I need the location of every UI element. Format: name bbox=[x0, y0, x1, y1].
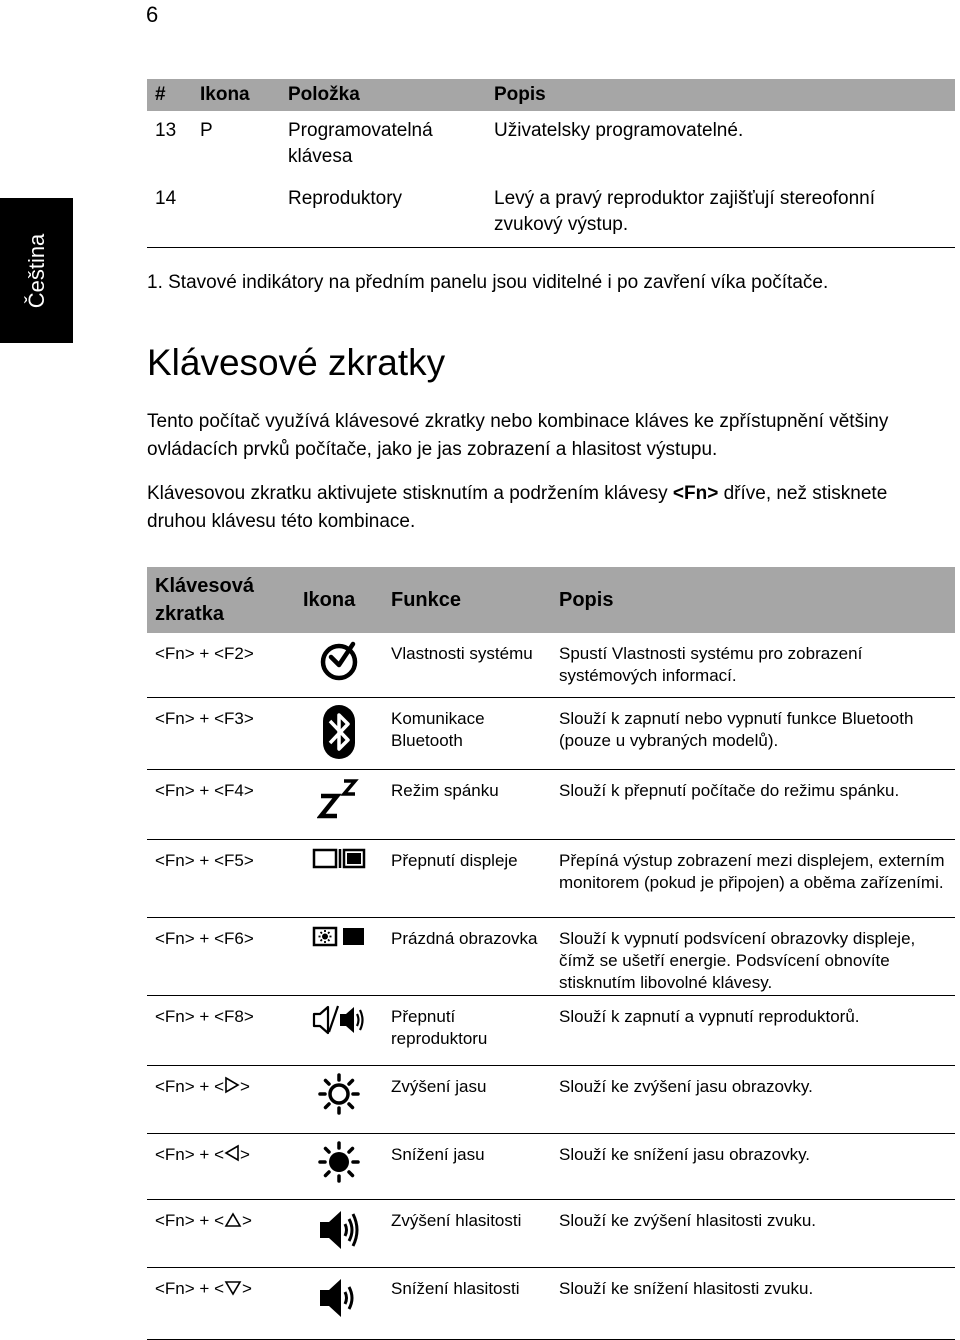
table-row bbox=[147, 1133, 955, 1199]
table-row bbox=[147, 1199, 955, 1267]
hotkey-prefix: <Fn> + < bbox=[155, 1144, 224, 1164]
hotkey bbox=[147, 1065, 295, 1133]
table-row bbox=[147, 839, 955, 917]
header-hotkey: Klávesová zkratka bbox=[147, 567, 295, 633]
description: Slouží ke snížení jasu obrazovky. bbox=[551, 1133, 955, 1199]
table-row bbox=[147, 111, 955, 179]
volume-down-icon bbox=[317, 1274, 361, 1322]
hotkey-suffix: > bbox=[242, 1210, 252, 1230]
function: Prázdná obrazovka bbox=[383, 917, 551, 995]
function: Přepnutí displeje bbox=[383, 839, 551, 917]
screen-blank-icon bbox=[312, 924, 366, 950]
row-description: Levý a pravý reproduktor zajišťují stereofonní zvukový výstup. bbox=[486, 179, 955, 248]
section-heading: Klávesové zkratky bbox=[147, 342, 446, 383]
table-row bbox=[147, 769, 955, 839]
left-triangle-icon bbox=[224, 1144, 240, 1162]
system-properties-icon bbox=[317, 639, 361, 683]
hotkey: <Fn> + <F3> bbox=[147, 697, 295, 769]
volume-up-icon bbox=[317, 1206, 361, 1254]
bluetooth-icon bbox=[321, 704, 357, 760]
table-row bbox=[147, 697, 955, 769]
hotkey-suffix: > bbox=[240, 1144, 250, 1164]
function: Režim spánku bbox=[383, 769, 551, 839]
header-item: Položka bbox=[280, 79, 486, 111]
brightness-up-icon bbox=[317, 1072, 361, 1116]
page-number: 6 bbox=[146, 2, 159, 27]
brightness-down-icon bbox=[317, 1140, 361, 1184]
right-triangle-icon bbox=[224, 1076, 240, 1094]
row-number: 14 bbox=[147, 179, 192, 248]
row-icon bbox=[192, 179, 280, 248]
sleep-icon bbox=[317, 776, 361, 820]
hotkey bbox=[147, 1199, 295, 1267]
function: Snížení hlasitosti bbox=[383, 1267, 551, 1339]
table-row bbox=[147, 917, 955, 995]
hotkey-suffix: > bbox=[240, 1076, 250, 1096]
hotkey-prefix: <Fn> + < bbox=[155, 1076, 224, 1096]
header-description: Popis bbox=[551, 567, 955, 633]
table-row bbox=[147, 179, 955, 248]
table-row bbox=[147, 633, 955, 697]
components-table bbox=[147, 79, 955, 248]
hotkey bbox=[147, 1267, 295, 1339]
function: Komunikace Bluetooth bbox=[383, 697, 551, 769]
footnote: 1. Stavové indikátory na předním panelu jsou viditelné i po zavření víka počítače. bbox=[147, 272, 829, 293]
hotkey: <Fn> + <F6> bbox=[147, 917, 295, 995]
down-triangle-icon bbox=[224, 1280, 242, 1296]
description: Slouží k zapnutí nebo vypnutí funkce Bluetooth (pouze u vybraných modelů). bbox=[551, 697, 955, 769]
table-row bbox=[147, 1065, 955, 1133]
header-icon: Ikona bbox=[192, 79, 280, 111]
row-item: Programovatelná klávesa bbox=[288, 120, 433, 167]
language-side-tab bbox=[0, 198, 73, 343]
description: Přepíná výstup zobrazení mezi displejem, externím monitorem (pokud je připojen) a oběma zařízeními. bbox=[551, 839, 955, 917]
hotkey-prefix: <Fn> + < bbox=[155, 1278, 224, 1298]
description: Slouží ke snížení hlasitosti zvuku. bbox=[551, 1267, 955, 1339]
description: Slouží ke zvýšení hlasitosti zvuku. bbox=[551, 1199, 955, 1267]
header-function: Funkce bbox=[383, 567, 551, 633]
function: Zvýšení hlasitosti bbox=[383, 1199, 551, 1267]
header-description: Popis bbox=[486, 79, 955, 111]
hotkey-prefix: <Fn> + < bbox=[155, 1210, 224, 1230]
row-item: Reproduktory bbox=[280, 179, 486, 248]
description: Slouží k přepnutí počítače do režimu spánku. bbox=[551, 769, 955, 839]
up-triangle-icon bbox=[224, 1212, 242, 1228]
hotkey-suffix: > bbox=[242, 1278, 252, 1298]
hotkey: <Fn> + <F5> bbox=[147, 839, 295, 917]
function: Zvýšení jasu bbox=[383, 1065, 551, 1133]
hotkey: <Fn> + <F8> bbox=[147, 995, 295, 1065]
fn-key-label: <Fn> bbox=[672, 483, 719, 504]
description: Spustí Vlastnosti systému pro zobrazení systémových informací. bbox=[559, 644, 863, 685]
row-description: Uživatelsky programovatelné. bbox=[494, 120, 744, 141]
description: Slouží k zapnutí a vypnutí reproduktorů. bbox=[551, 995, 955, 1065]
hotkey bbox=[147, 1133, 295, 1199]
row-number: 13 bbox=[155, 120, 177, 141]
display-toggle-icon bbox=[312, 846, 366, 872]
row-icon: P bbox=[200, 120, 213, 141]
table-row bbox=[147, 1267, 955, 1339]
function: Přepnutí reproduktoru bbox=[383, 995, 551, 1065]
hotkeys-table bbox=[147, 567, 955, 1340]
function: Vlastnosti systému bbox=[391, 644, 533, 663]
instruction-text-after: dříve, než stisknete druhou klávesu této kombinace. bbox=[147, 483, 888, 532]
instruction-text-before: Klávesovou zkratku aktivujete stisknutím a podržením klávesy bbox=[147, 483, 673, 504]
function: Snížení jasu bbox=[383, 1133, 551, 1199]
side-tab-label: Čeština bbox=[23, 233, 49, 308]
table-header-row bbox=[147, 567, 955, 633]
description: Slouží k vypnutí podsvícení obrazovky displeje, čímž se ušetří energie. Podsvícení obnovíte stisknutím libovolné klávesy. bbox=[551, 917, 955, 995]
intro-paragraph: Tento počítač využívá klávesové zkratky nebo kombinace kláves ke zpřístupnění většiny ovládacích prvků počítače, jako je jas zobrazení a hlasitost výstupu. bbox=[147, 411, 889, 460]
table-row bbox=[147, 995, 955, 1065]
hotkey: <Fn> + <F2> bbox=[155, 644, 254, 663]
hotkey: <Fn> + <F4> bbox=[147, 769, 295, 839]
description: Slouží ke zvýšení jasu obrazovky. bbox=[551, 1065, 955, 1133]
speaker-toggle-icon bbox=[312, 1002, 366, 1038]
table-header-row bbox=[147, 79, 955, 111]
instruction-paragraph bbox=[147, 480, 947, 536]
header-number: # bbox=[147, 79, 192, 111]
header-icon: Ikona bbox=[295, 567, 383, 633]
